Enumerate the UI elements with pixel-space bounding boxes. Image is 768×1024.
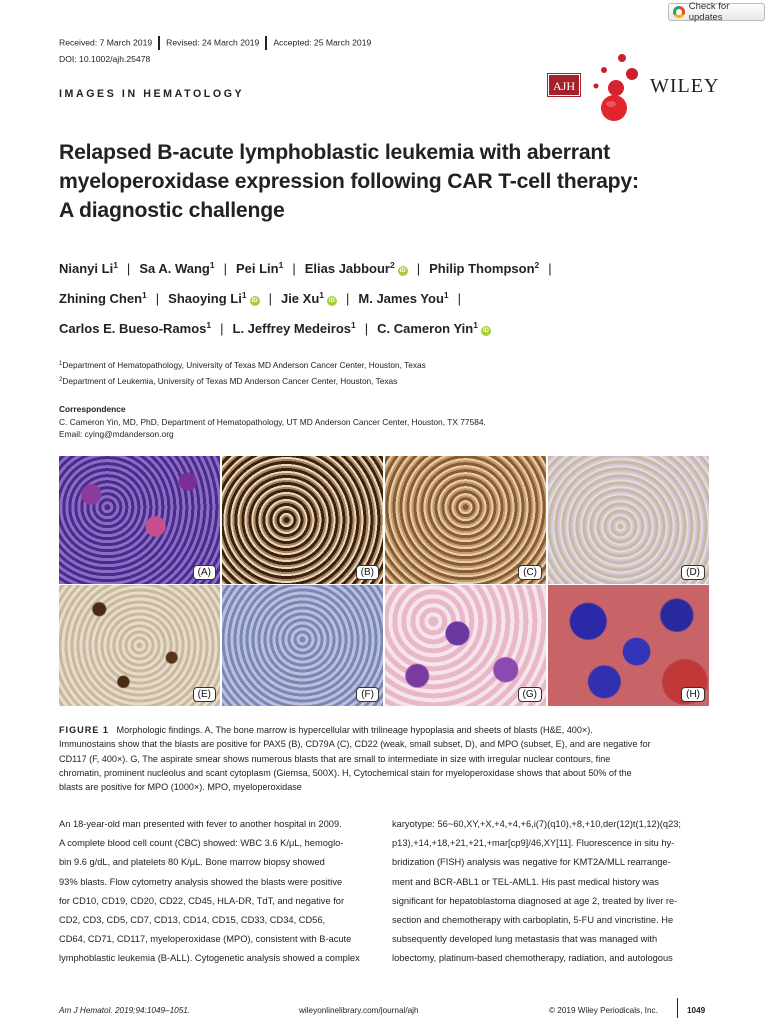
caption-line: blasts are positive for MPO (1000×). MPO, myeloperoxidase xyxy=(59,782,302,793)
correspondence-email[interactable]: Email: cying@mdanderson.org xyxy=(59,429,174,439)
affiliation-1: $^1$Department of Hematopathology, University of Texas MD Anderson Cancer Center, Houston, Texas xyxy=(59,360,426,370)
author[interactable]: M. James You$^1$ xyxy=(358,290,449,306)
orcid-icon[interactable]: iD xyxy=(399,268,406,274)
author[interactable]: Philip Thompson$^2$ xyxy=(429,260,540,276)
author[interactable]: L. Jeffrey Medeiros$^1$ xyxy=(232,320,356,336)
body-line: CD2, CD3, CD5, CD7, CD13, CD14, CD15, CD33, CD34, CD56, xyxy=(59,915,326,926)
body-line: karyotype: 56~60,XY,+X,+4,+4,+6,i(7)(q10),+8,+10,der(12)t(1,12)(q23; xyxy=(392,819,681,829)
panel-a-he-stain xyxy=(59,456,220,584)
body-line: lymphoblastic leukemia (B-ALL). Cytogenetic analysis showed a complex xyxy=(59,953,360,964)
divider xyxy=(158,36,160,50)
body-line: bridization (FISH) analysis was negative for KMT2A/MLL rearrange- xyxy=(392,857,671,868)
caption-line: CD117 (F, 400×). G, The aspirate smear shows numerous blasts that are small to intermediate in size with irregular nuclear contours, fine xyxy=(59,753,611,764)
author-line: Nianyi Li$^1$ | Sa A. Wang$^1$ | Pei Lin$^1$ | Elias Jabbour$^2$iD | Philip Thompson$^2$ | xyxy=(59,260,552,276)
title-line: myeloperoxidase expression following CAR T-cell therapy: xyxy=(59,170,639,193)
footer-divider xyxy=(677,998,678,1018)
blood-cells-icon xyxy=(582,50,652,122)
caption-line: Morphologic findings. A, The bone marrow is hypercellular with trilineage hypoplasia and sheets of blasts (H&E, 400×). xyxy=(116,725,593,735)
footer-copyright: © 2019 Wiley Periodicals, Inc. xyxy=(549,1006,658,1015)
body-line: section and chemotherapy with carboplatin, 5-FU and vincristine. He xyxy=(392,915,674,926)
dates-row xyxy=(59,36,371,50)
ajh-badge: AJH xyxy=(548,74,580,96)
author-list xyxy=(59,252,719,342)
panel-label: (H) xyxy=(681,687,705,702)
panel-label: (A) xyxy=(193,565,216,580)
check-for-updates-button[interactable] xyxy=(668,3,765,21)
body-line: bin 9.6 g/dL, and platelets 80 K/μL. Bone marrow biopsy showed xyxy=(59,857,325,868)
body-line: A complete blood cell count (CBC) showed: WBC 3.6 K/μL, hemoglo- xyxy=(59,838,344,849)
author[interactable]: Zhining Chen$^1$ xyxy=(59,290,147,306)
footer-citation: Am J Hematol. 2019;94:1049–1051. xyxy=(59,1006,191,1015)
body-column-right xyxy=(392,815,710,969)
author[interactable]: Jie Xu$^1$ xyxy=(280,290,324,306)
body-line: subsequently developed lung metastasis that was managed with xyxy=(392,934,658,945)
correspondence xyxy=(59,403,486,441)
page-number: 1049 xyxy=(687,1006,706,1015)
body-line: 93% blasts. Flow cytometry analysis showed the blasts were positive xyxy=(59,876,343,887)
caption-line: chromatin, prominent nucleolus and scant cytoplasm (Giemsa, 500X). H, Cytochemical stain for myeloperoxidase shows that about 50% of the xyxy=(59,767,632,778)
figure-caption xyxy=(59,723,709,794)
body-line: for CD10, CD19, CD20, CD22, CD45, HLA-DR, TdT, and negative for xyxy=(59,895,345,906)
correspondence-heading: Correspondence xyxy=(59,404,126,414)
orcid-icon[interactable]: iD xyxy=(329,298,335,304)
affiliation-2: $^2$Department of Leukemia, University of Texas MD Anderson Cancer Center, Houston, Texas xyxy=(59,376,398,386)
body-line: CD64, CD71, CD117, myeloperoxidase (MPO), consistent with B-acute xyxy=(59,934,352,945)
divider xyxy=(265,36,267,50)
body-line: An 18-year-old man presented with fever to another hospital in 2009. xyxy=(59,819,342,829)
panel-label: (F) xyxy=(356,687,379,702)
author[interactable]: Shaoying Li$^1$ xyxy=(168,290,247,306)
panel-label: (D) xyxy=(681,565,705,580)
body-line: lobectomy, platinum-based chemotherapy, radiation, and autologous xyxy=(392,953,673,964)
journal-logo xyxy=(548,50,718,122)
panel-g-giemsa xyxy=(385,585,546,706)
check-for-updates-label: Check for updates xyxy=(688,1,730,23)
caption-label: FIGURE 1 xyxy=(59,725,109,735)
panel-label: (E) xyxy=(193,687,216,702)
panel-d-cd22 xyxy=(548,456,709,584)
panel-label: (C) xyxy=(518,565,542,580)
section-tag: IMAGES IN HEMATOLOGY xyxy=(59,88,245,100)
orcid-icon[interactable]: iD xyxy=(482,328,489,334)
doi[interactable]: DOI: 10.1002/ajh.25478 xyxy=(59,54,151,64)
author-line: Zhining Chen$^1$ | Shaoying Li$^1$iD | Jie Xu$^1$iD | M. James You$^1$ | xyxy=(59,290,462,306)
panel-e-mpo xyxy=(59,585,220,706)
accepted-date: Accepted: 25 March 2019 xyxy=(273,37,372,48)
body-line: p13),+14,+18,+21,+21,+mar[cp9]/46,XY[11]. Fluorescence in situ hy- xyxy=(392,838,675,849)
panel-b-pax5 xyxy=(222,456,383,584)
caption-line: Immunostains show that the blasts are positive for PAX5 (B), CD79A (C), CD22 (weak, small subset, D), and MPO (subset, E), and are negative for xyxy=(59,739,651,750)
author[interactable]: Carlos E. Bueso-Ramos$^1$ xyxy=(59,320,212,336)
author[interactable]: Pei Lin$^1$ xyxy=(235,260,284,276)
author[interactable]: C. Cameron Yin$^1$ xyxy=(377,320,478,336)
author-line: Carlos E. Bueso-Ramos$^1$ | L. Jeffrey Medeiros$^1$ | C. Cameron Yin$^1$iD xyxy=(59,320,489,336)
author[interactable]: Nianyi Li$^1$ xyxy=(59,260,118,276)
received-date: Received: 7 March 2019 xyxy=(59,37,153,48)
body-line: significant for hepatoblastoma diagnosed at age 2, treated by liver re- xyxy=(392,895,678,906)
revised-date: Revised: 24 March 2019 xyxy=(166,37,260,48)
article-title xyxy=(59,138,709,225)
crossmark-icon xyxy=(673,6,685,18)
title-line: A diagnostic challenge xyxy=(59,199,285,222)
correspondence-address: C. Cameron Yin, MD, PhD, Department of Hematopathology, UT MD Anderson Cancer Center, Houston, TX 77584. xyxy=(59,416,486,427)
panel-label: (B) xyxy=(356,565,379,580)
orcid-icon[interactable]: iD xyxy=(251,298,258,304)
author[interactable]: Elias Jabbour$^2$ xyxy=(304,260,395,276)
panel-c-cd79a xyxy=(385,456,546,584)
author[interactable]: Sa A. Wang$^1$ xyxy=(139,260,215,276)
body-column-left xyxy=(59,815,373,969)
publisher-logo: WILEY xyxy=(650,75,720,97)
panel-label: (G) xyxy=(518,687,542,702)
title-line: Relapsed B-acute lymphoblastic leukemia with aberrant xyxy=(59,141,611,164)
body-line: ment and BCR-ABL1 or TEL-AML1. His past medical history was xyxy=(392,876,659,887)
footer-url[interactable]: wileyonlinelibrary.com/journal/ajh xyxy=(299,1006,419,1015)
panel-f-cd117 xyxy=(222,585,383,706)
panel-h-mpo-cytochem xyxy=(548,585,709,706)
